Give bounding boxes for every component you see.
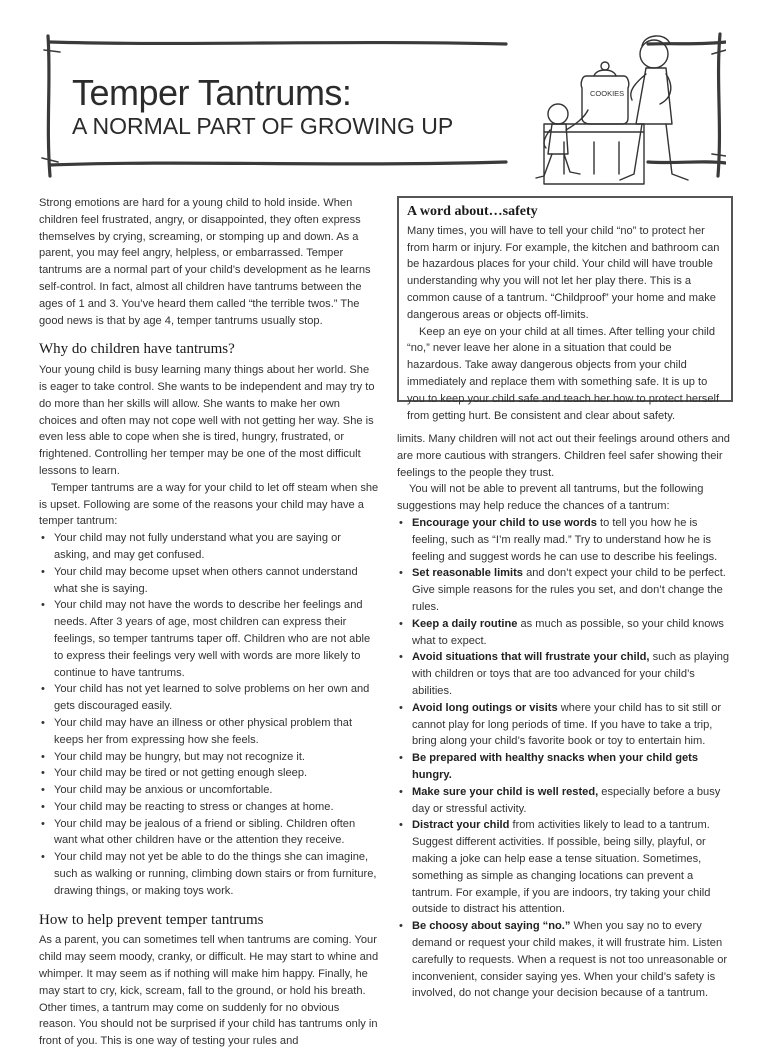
why-heading: Why do children have tantrums? (39, 341, 235, 358)
right-column (397, 431, 735, 1002)
left-column (39, 195, 379, 1050)
safety-paragraph-1: Many times, you will have to tell your child “no” to protect her from harm or injury. For example, the kitchen and bathroom can be hazardous places for your child. Your child will have trouble understanding why you will not let her play there. This is a common cause of a tantrum. “Childproof” your home and make dangerous areas or objects off-limits. (407, 224, 720, 321)
list-item: • Your child may be jealous of a friend or sibling. Children often want what other children have or the attention they receive. (39, 816, 379, 850)
tip-text: where your child has to sit still or cannot play for long periods of time. If you have to take a trip, bring along your child’s favorite book or toy to entertain him. (412, 701, 722, 748)
list-item: • Your child may not yet be able to do the things she can imagine, such as walking or running, climbing down stairs or from furniture, drawing things, or making toys work. (39, 849, 379, 899)
list-item: • Your child may not fully understand what you are saying or asking, and may get confused. (39, 530, 379, 564)
tip-bold: Be prepared with healthy snacks when your child gets hungry. (412, 752, 699, 781)
tip-bold: Set reasonable limits (412, 567, 523, 580)
list-item (397, 616, 735, 650)
list-item (397, 918, 735, 1002)
tip-bold: Avoid long outings or visits (412, 701, 558, 714)
tip-bold: Be choosy about saying “no.” (412, 920, 571, 933)
list-item: • Your child may not have the words to describe her feelings and needs. After 3 years of age, most children can express their feelings, so temper tantrums taper off. Children who are not able to express their feelings very well with words are more likely to continue to have tantrums. (39, 597, 379, 681)
safety-paragraph-2: Keep an eye on your child at all times. After telling your child “no,” never leave her alone in a situation that could be hazardous. Take away dangerous objects from your child immediately and replace them with something safe. It is up to you to keep your child safe and teach her how to protect herself from getting hurt. Be consistent and clear about safety. (407, 325, 720, 422)
list-item: • Your child may be reacting to stress or changes at home. (39, 799, 379, 816)
page-title: Temper Tantrums: (72, 72, 352, 113)
parent-child-illustration (524, 14, 724, 194)
tip-text: as much as possible, so your child knows what to expect. (412, 617, 724, 647)
list-item (397, 750, 735, 784)
why-paragraph-2: Temper tantrums are a way for your child to let off steam when she is upset. Following are some of the reasons your child may have a temper tantrum: (39, 481, 379, 528)
intro-paragraph: Strong emotions are hard for a young child to hold inside. When children feel frustrated, angry, or disappointed, they often express themselves by crying, screaming, or stomping up and down. As a parent, you may feel angry, helpless, or embarrassed. Temper tantrums are a normal part of your child’s development as he learns self-control. In fact, almost all children have tantrums between the ages of 1 and 3. You’ve heard them called “the terrible twos.” The good news is that by age 4, temper tantrums usually stop. (39, 197, 371, 327)
why-paragraph-1: Your young child is busy learning many things about her world. She is eager to take control. She wants to be independent and may try to do more than her skills will allow. She wants to make her own choices and often may not cope well with not getting her way. She is even less able to cope when she is tired, hungry, frustrated, or frightened. Controlling her temper may be one of the most difficult lessons to learn. (39, 364, 375, 477)
list-item: • Your child has not yet learned to solve problems on her own and gets discouraged easily. (39, 681, 379, 715)
list-item: • Your child may be hungry, but may not recognize it. (39, 749, 379, 766)
tip-bold: Make sure your child is well rested, (412, 785, 599, 798)
tip-bold: Encourage your child to use words (412, 516, 597, 529)
header-banner (36, 30, 726, 180)
list-item (397, 784, 735, 818)
page-subtitle: A NORMAL PART OF GROWING UP (72, 113, 454, 139)
tip-text: from activities likely to lead to a tantrum. Suggest different activities. If possible, being silly, playful, or making a joke can help ease a tense situation. Sometimes, something as simple as changing locations can prevent a tantrum. For example, if you are indoors, try taking your child outside to distract his attention. (412, 819, 711, 916)
reasons-list (39, 530, 379, 900)
list-item (397, 565, 735, 615)
tip-text: such as playing with children or toys that are too advanced for your child’s abilities. (412, 651, 730, 697)
safety-heading: A word about…safety (407, 204, 538, 219)
tip-bold: Keep a daily routine (412, 617, 518, 630)
list-item: • Your child may have an illness or other physical problem that keeps her from expressing how she feels. (39, 715, 379, 749)
tip-text: When you say no to every demand or request your child makes, it will frustrate him. Listen carefully to requests. When a request is not too unreasonable or inconvenient, consider saying yes. When your child’s safety is involved, do not change your decision because of a tantrum. (412, 920, 728, 1000)
suggestions-paragraph: You will not be able to prevent all tantrums, but the following suggestions may help reduce the chances of a tantrum: (397, 483, 704, 513)
tip-bold: Distract your child (412, 819, 510, 832)
tip-text: to tell you how he is feeling, such as “I’m really mad.” Try to understand how he is feeling and suggest words he can use to describe his feelings. (412, 516, 718, 563)
tip-text: especially before a busy day or stressful activity. (412, 785, 721, 815)
tip-bold: Avoid situations that will frustrate your child, (412, 651, 650, 664)
tip-text: and don’t expect your child to be perfect. Give simple reasons for the rules you set, and don’t change the rules. (412, 567, 726, 613)
list-item: • Your child may be anxious or uncomfortable. (39, 782, 379, 799)
list-item (397, 515, 735, 565)
prevent-heading: How to help prevent temper tantrums (39, 911, 264, 928)
list-item (397, 649, 735, 699)
safety-callout-box (397, 196, 733, 422)
list-item (397, 700, 735, 750)
prevent-paragraph: As a parent, you can sometimes tell when tantrums are coming. Your child may seem moody, cranky, or difficult. He may start to whine and whimper. It may seem as if nothing will make him happy. Finally, he may start to cry, kick, scream, fall to the ground, or hold his breath. Other times, a tantrum may come on suddenly for no obvious reason. You should not be surprised if your child has tantrums only in front of you. This is one way of testing your rules and (39, 934, 379, 1048)
jar-label: COOKIES (590, 89, 625, 98)
list-item: • Your child may be tired or not getting enough sleep. (39, 765, 379, 782)
limits-paragraph: limits. Many children will not act out their feelings around others and are more cautious with strangers. Children feel safer showing their feelings to the people they trust. (397, 433, 730, 479)
list-item (397, 817, 735, 918)
list-item: • Your child may become upset when others cannot understand what she is saying. (39, 564, 379, 598)
tips-list (397, 515, 735, 1002)
